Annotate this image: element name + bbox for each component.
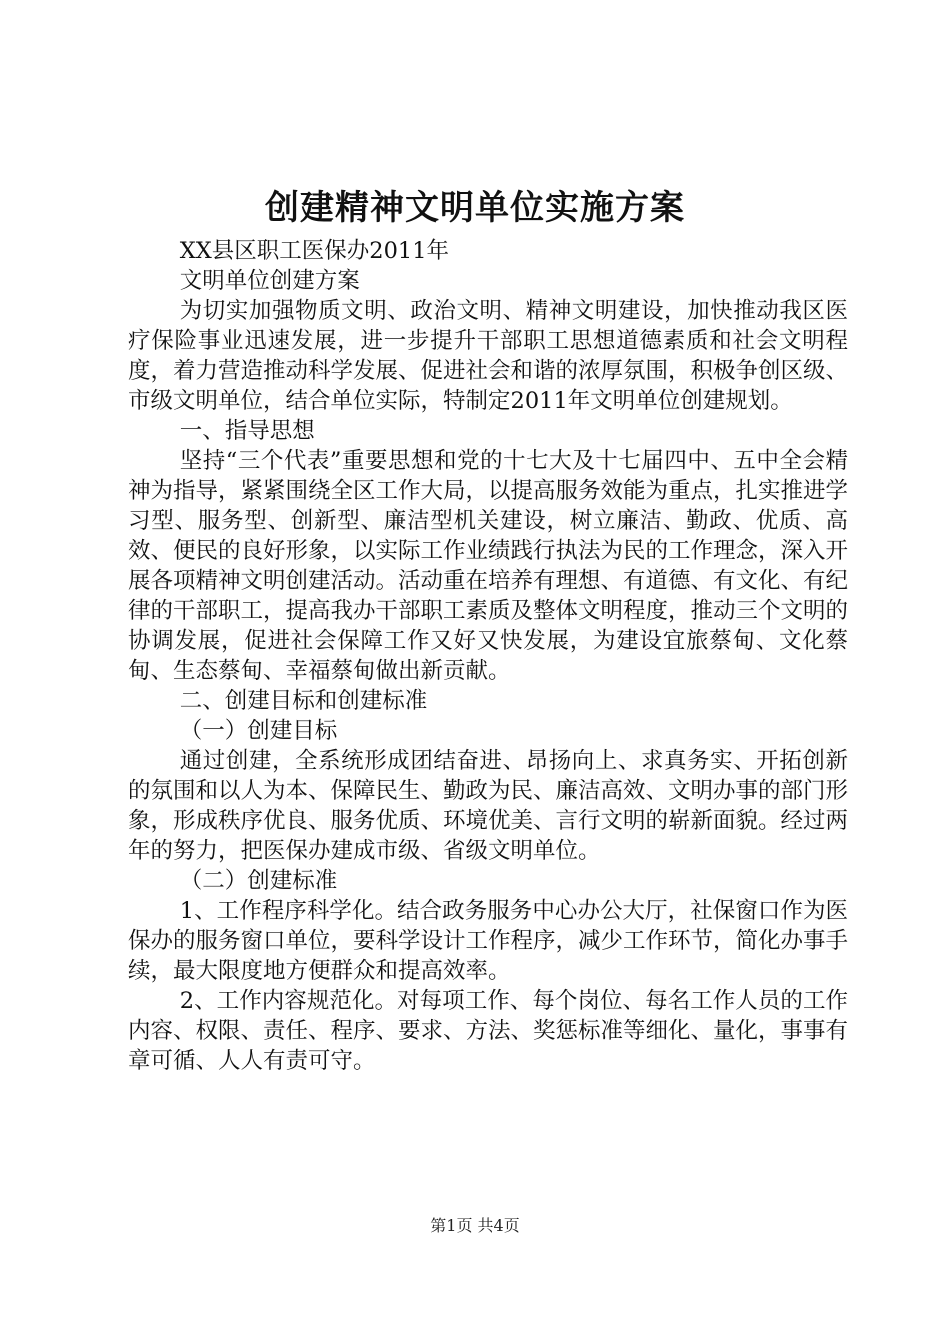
document-body — [128, 236, 848, 1076]
subheading-goals: （一）创建目标 — [179, 718, 338, 744]
paragraph-intro: 为切实加强物质文明、政治文明、精神文明建设，加快推动我区医疗保险事业迅速发展，进一步提升干部职工思想道德素质和社会文明程度，着力营造推动科学发展、促进社会和谐的浓厚氛围，积极争创区级、市级文明单位，结合单位实际，特制定2011年文明单位创建规划。 — [128, 298, 849, 414]
paragraph-standard-1: 1、工作程序科学化。结合政务服务中心办公大厅，社保窗口作为医保办的服务窗口单位，要科学设计工作程序，减少工作环节，简化办事手续，最大限度地方便群众和提高效率。 — [128, 898, 849, 984]
subheading-standards: （二）创建标准 — [179, 868, 338, 894]
heading-goals-standards: 二、创建目标和创建标准 — [179, 688, 428, 714]
page-footer: 第1页 共4页 — [430, 1216, 520, 1235]
paragraph-subtitle: 文明单位创建方案 — [179, 268, 360, 294]
paragraph-goals: 通过创建，全系统形成团结奋进、昂扬向上、求真务实、开拓创新的氛围和以人为本、保障民生、勤政为民、廉洁高效、文明办事的部门形象，形成秩序优良、服务优质、环境优美、言行文明的崭新面貌。经过两年的努力，把医保办建成市级、省级文明单位。 — [128, 748, 849, 864]
paragraph-standard-2: 2、工作内容规范化。对每项工作、每个岗位、每名工作人员的工作内容、权限、责任、程序、要求、方法、奖惩标准等细化、量化，事事有章可循、人人有责可守。 — [128, 988, 849, 1074]
heading-guiding-ideology: 一、指导思想 — [179, 418, 315, 444]
paragraph-guiding-ideology: 坚持“三个代表”重要思想和党的十七大及十七届四中、五中全会精神为指导，紧紧围绕全区工作大局，以提高服务效能为重点，扎实推进学习型、服务型、创新型、廉洁型机关建设，树立廉洁、勤政、优质、高效、便民的良好形象，以实际工作业绩践行执法为民的工作理念，深入开展各项精神文明创建活动。活动重在培养有理想、有道德、有文化、有纪律的干部职工，提高我办干部职工素质及整体文明程度，推动三个文明的协调发展，促进社会保障工作又好又快发展，为建设宜旅蔡甸、文化蔡甸、生态蔡甸、幸福蔡甸做出新贡献。 — [128, 448, 849, 684]
paragraph-org-line: XX县区职工医保办2011年 — [179, 238, 450, 264]
document-title: 创建精神文明单位实施方案 — [265, 188, 685, 228]
